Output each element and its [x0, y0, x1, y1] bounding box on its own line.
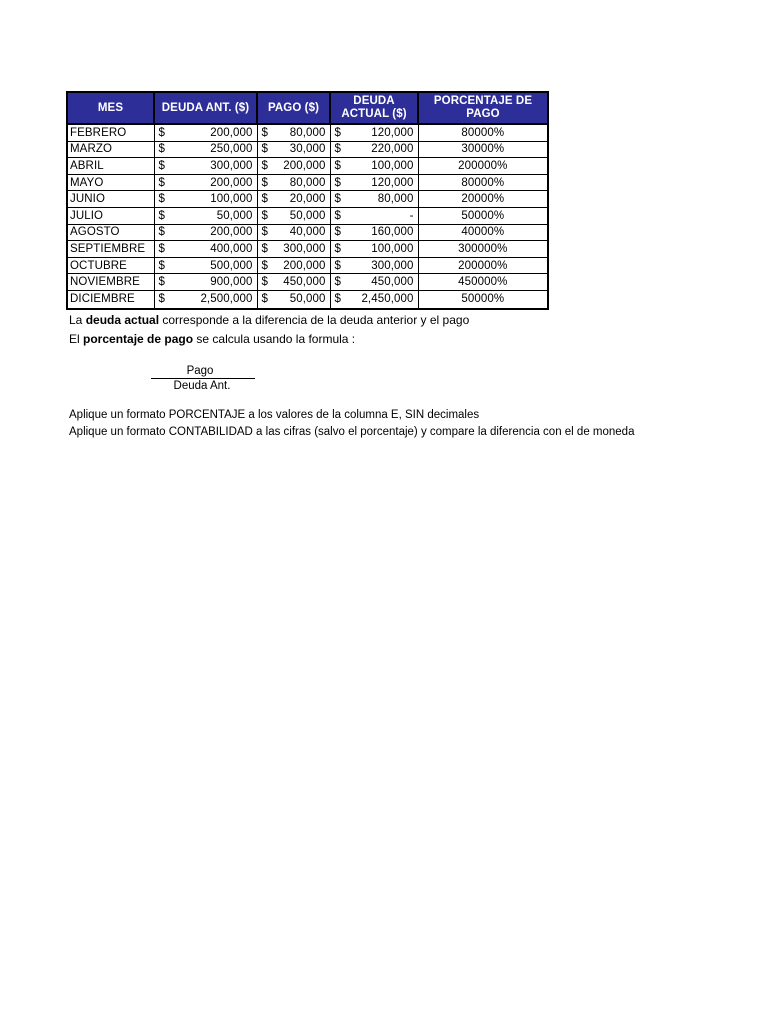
cell-value: 200,000 [210, 126, 253, 139]
cell-deuda-ant[interactable] [154, 290, 257, 309]
note-text: El [69, 332, 84, 346]
note-porcentaje [69, 332, 355, 346]
table-row [67, 174, 548, 191]
currency-symbol: $ [334, 276, 341, 289]
note-bold-term: porcentaje de pago [83, 332, 194, 346]
cell-value: - [409, 209, 414, 222]
cell-value: 400,000 [210, 242, 253, 255]
table-row [67, 141, 548, 158]
cell-mes[interactable]: AGOSTO [67, 224, 154, 241]
currency-symbol: $ [261, 143, 268, 156]
currency-symbol: $ [261, 293, 268, 306]
formula-denominator: Deuda Ant. [173, 380, 231, 392]
cell-value: 100,000 [210, 193, 253, 206]
cell-deuda-actual[interactable] [330, 124, 418, 141]
cell-value: 30,000 [289, 143, 326, 156]
currency-symbol: $ [261, 226, 268, 239]
currency-symbol: $ [158, 143, 165, 156]
header-pago[interactable]: PAGO ($) [257, 92, 330, 124]
currency-symbol: $ [261, 193, 268, 206]
currency-symbol: $ [334, 293, 341, 306]
cell-pago[interactable] [257, 274, 330, 291]
cell-porcentaje[interactable]: 200000% [418, 158, 548, 175]
cell-value: 200,000 [210, 176, 253, 189]
table-row [67, 257, 548, 274]
cell-porcentaje[interactable]: 80000% [418, 174, 548, 191]
currency-symbol: $ [158, 209, 165, 222]
table-row [67, 207, 548, 224]
cell-deuda-ant[interactable] [154, 224, 257, 241]
cell-porcentaje[interactable]: 200000% [418, 257, 548, 274]
debt-table [66, 91, 549, 310]
table-row [67, 124, 548, 141]
table-body [67, 124, 548, 309]
cell-mes[interactable]: MARZO [67, 141, 154, 158]
currency-symbol: $ [158, 242, 165, 255]
cell-pago[interactable] [257, 158, 330, 175]
cell-mes[interactable]: OCTUBRE [67, 257, 154, 274]
currency-symbol: $ [261, 176, 268, 189]
cell-value: 50,000 [289, 209, 326, 222]
cell-value: 50,000 [289, 293, 326, 306]
currency-symbol: $ [158, 193, 165, 206]
cell-value: 450,000 [371, 276, 414, 289]
currency-symbol: $ [334, 176, 341, 189]
cell-pago[interactable] [257, 191, 330, 208]
cell-value: 120,000 [371, 126, 414, 139]
cell-deuda-ant[interactable] [154, 191, 257, 208]
note-deuda-actual [69, 313, 469, 327]
cell-deuda-actual[interactable] [330, 191, 418, 208]
cell-porcentaje[interactable]: 450000% [418, 274, 548, 291]
cell-deuda-actual[interactable] [330, 158, 418, 175]
cell-value: 160,000 [371, 226, 414, 239]
cell-value: 300,000 [283, 242, 326, 255]
cell-deuda-ant[interactable] [154, 141, 257, 158]
cell-value: 40,000 [289, 226, 326, 239]
cell-porcentaje[interactable]: 40000% [418, 224, 548, 241]
cell-value: 80,000 [289, 126, 326, 139]
cell-mes[interactable]: NOVIEMBRE [67, 274, 154, 291]
cell-deuda-ant[interactable] [154, 274, 257, 291]
cell-mes[interactable]: SEPTIEMBRE [67, 241, 154, 258]
cell-mes[interactable]: FEBRERO [67, 124, 154, 141]
currency-symbol: $ [334, 143, 341, 156]
cell-pago[interactable] [257, 224, 330, 241]
cell-mes[interactable]: ABRIL [67, 158, 154, 175]
cell-deuda-actual[interactable] [330, 241, 418, 258]
note-text: corresponde a la diferencia de la deuda anterior y el pago [159, 313, 470, 327]
cell-deuda-ant[interactable] [154, 241, 257, 258]
currency-symbol: $ [261, 276, 268, 289]
cell-value: 450,000 [283, 276, 326, 289]
cell-value: 250,000 [210, 143, 253, 156]
cell-pago[interactable] [257, 174, 330, 191]
instruction-contabilidad: Aplique un formato CONTABILIDAD a las cifras (salvo el porcentaje) y compare la diferencia con el de moneda [69, 426, 635, 438]
cell-value: 80,000 [377, 193, 414, 206]
cell-value: 900,000 [210, 276, 253, 289]
table-row [67, 274, 548, 291]
formula-fraction [151, 364, 255, 393]
formula-numerator: Pago [186, 365, 214, 377]
note-bold-term: deuda actual [85, 313, 160, 327]
cell-porcentaje[interactable]: 80000% [418, 124, 548, 141]
cell-pago[interactable] [257, 257, 330, 274]
cell-porcentaje[interactable]: 30000% [418, 141, 548, 158]
instruction-porcentaje: Aplique un formato PORCENTAJE a los valores de la columna E, SIN decimales [69, 409, 480, 421]
currency-symbol: $ [158, 259, 165, 272]
cell-pago[interactable] [257, 207, 330, 224]
currency-symbol: $ [334, 193, 341, 206]
cell-value: 120,000 [371, 176, 414, 189]
currency-symbol: $ [261, 209, 268, 222]
currency-symbol: $ [158, 176, 165, 189]
cell-value: 50,000 [216, 209, 253, 222]
header-porcentaje[interactable]: PORCENTAJE DE PAGO [418, 92, 548, 124]
cell-value: 2,500,000 [200, 293, 253, 306]
cell-value: 200,000 [283, 259, 326, 272]
cell-deuda-actual[interactable] [330, 224, 418, 241]
cell-deuda-actual[interactable] [330, 141, 418, 158]
currency-symbol: $ [261, 242, 268, 255]
cell-porcentaje[interactable]: 20000% [418, 191, 548, 208]
header-deuda-ant[interactable]: DEUDA ANT. ($) [154, 92, 257, 124]
currency-symbol: $ [158, 226, 165, 239]
cell-value: 300,000 [210, 159, 253, 172]
cell-value: 100,000 [371, 242, 414, 255]
cell-deuda-actual[interactable] [330, 274, 418, 291]
currency-symbol: $ [334, 159, 341, 172]
table-row [67, 158, 548, 175]
currency-symbol: $ [158, 276, 165, 289]
cell-deuda-ant[interactable] [154, 158, 257, 175]
currency-symbol: $ [334, 126, 341, 139]
cell-porcentaje[interactable]: 50000% [418, 207, 548, 224]
cell-deuda-actual[interactable] [330, 257, 418, 274]
cell-mes[interactable]: JUNIO [67, 191, 154, 208]
currency-symbol: $ [158, 293, 165, 306]
cell-deuda-ant[interactable] [154, 174, 257, 191]
cell-value: 220,000 [371, 143, 414, 156]
cell-deuda-ant[interactable] [154, 257, 257, 274]
cell-pago[interactable] [257, 124, 330, 141]
cell-value: 2,450,000 [361, 293, 414, 306]
table-row [67, 290, 548, 309]
table-row [67, 224, 548, 241]
currency-symbol: $ [334, 259, 341, 272]
cell-value: 500,000 [210, 259, 253, 272]
currency-symbol: $ [158, 126, 165, 139]
currency-symbol: $ [261, 159, 268, 172]
cell-deuda-ant[interactable] [154, 124, 257, 141]
cell-deuda-actual[interactable] [330, 207, 418, 224]
currency-symbol: $ [261, 126, 268, 139]
cell-pago[interactable] [257, 141, 330, 158]
cell-mes[interactable]: JULIO [67, 207, 154, 224]
header-deuda-actual[interactable]: DEUDA ACTUAL ($) [330, 92, 418, 124]
cell-pago[interactable] [257, 290, 330, 309]
currency-symbol: $ [334, 209, 341, 222]
cell-value: 80,000 [289, 176, 326, 189]
cell-porcentaje[interactable]: 300000% [418, 241, 548, 258]
cell-deuda-ant[interactable] [154, 207, 257, 224]
cell-pago[interactable] [257, 241, 330, 258]
note-text: La [69, 313, 86, 327]
currency-symbol: $ [334, 226, 341, 239]
table-row [67, 191, 548, 208]
cell-deuda-actual[interactable] [330, 174, 418, 191]
cell-porcentaje[interactable]: 50000% [418, 290, 548, 309]
currency-symbol: $ [334, 242, 341, 255]
cell-value: 200,000 [210, 226, 253, 239]
cell-deuda-actual[interactable] [330, 290, 418, 309]
currency-symbol: $ [158, 159, 165, 172]
cell-value: 200,000 [283, 159, 326, 172]
table-row [67, 241, 548, 258]
header-row [67, 92, 548, 124]
currency-symbol: $ [261, 259, 268, 272]
cell-value: 100,000 [371, 159, 414, 172]
note-text: se calcula usando la formula : [193, 332, 356, 346]
cell-value: 20,000 [289, 193, 326, 206]
cell-value: 300,000 [371, 259, 414, 272]
header-mes[interactable]: MES [67, 92, 154, 124]
cell-mes[interactable]: MAYO [67, 174, 154, 191]
cell-mes[interactable]: DICIEMBRE [67, 290, 154, 309]
